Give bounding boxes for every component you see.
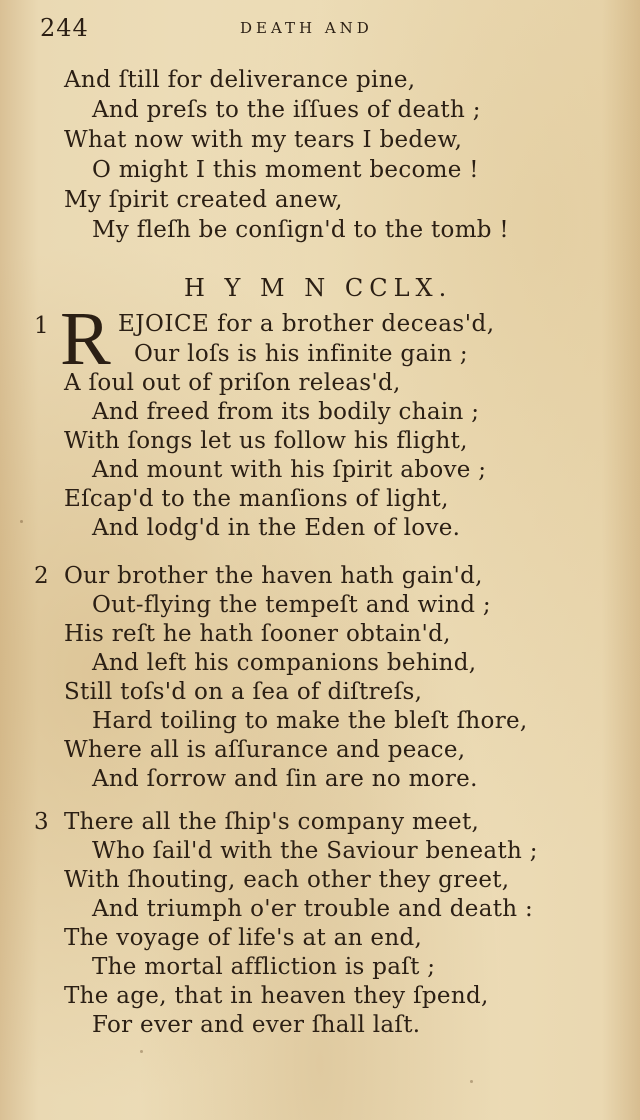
verse-line: Where all is aſſurance and peace, [64, 737, 466, 763]
verse-line: And preſs to the iſſues of death ; [92, 97, 481, 123]
verse-line: And mount with his ſpirit above ; [92, 457, 487, 483]
verse-line: And triumph o'er trouble and death : [92, 896, 534, 922]
verse-line: And lodg'd in the Eden of love. [92, 515, 461, 541]
page-number: 244 [40, 14, 89, 42]
page-header [40, 14, 600, 44]
paper-speck [20, 520, 23, 523]
verse-line: Who ſail'd with the Saviour beneath ; [92, 838, 538, 864]
verse-line: And ſorrow and ſin are no more. [92, 766, 478, 792]
verse-line: A ſoul out of priſon releas'd, [64, 370, 401, 396]
verse-line: And left his companions behind, [92, 650, 477, 676]
verse-line: There all the ſhip's company meet, [64, 809, 480, 835]
verse-line: My ſpirit created anew, [64, 187, 343, 213]
paper-speck [140, 1050, 143, 1053]
verse-line: With ſongs let us follow his flight, [64, 428, 468, 454]
drop-cap: R [60, 297, 111, 381]
verse-line: EJOICE for a brother deceas'd, [118, 311, 495, 337]
stanza-number: 1 [34, 313, 49, 339]
verse-line: O might I this moment become ! [92, 157, 479, 183]
verse-line: With ſhouting, each other they greet, [64, 867, 510, 893]
verse-line: Out-flying the tempeſt and wind ; [92, 592, 491, 618]
verse-line: Still toſs'd on a ſea of diſtreſs, [64, 679, 423, 705]
verse-line: Our loſs is his infinite gain ; [134, 341, 468, 367]
stanza-number: 3 [34, 809, 49, 835]
verse-line: His reſt he hath ſooner obtain'd, [64, 621, 451, 647]
verse-line: The age, that in heaven they ſpend, [64, 983, 489, 1009]
verse-line: Eſcap'd to the manſions of light, [64, 486, 449, 512]
verse-line: My fleſh be conſign'd to the tomb ! [92, 217, 509, 243]
verse-line: For ever and ever ſhall laſt. [92, 1012, 421, 1038]
hymn-title: H Y M N CCLX. [184, 274, 453, 302]
verse-line: The voyage of life's at an end, [64, 925, 423, 951]
verse-line: Our brother the haven hath gain'd, [64, 563, 483, 589]
stanza-number: 2 [34, 563, 49, 589]
verse-line: And ſtill for deliverance pine, [64, 67, 416, 93]
paper-speck [470, 1080, 473, 1083]
verse-line: Hard toiling to make the bleſt ſhore, [92, 708, 528, 734]
verse-line: The mortal affliction is paſt ; [92, 954, 436, 980]
running-head: DEATH AND [240, 19, 373, 37]
verse-line: What now with my tears I bedew, [64, 127, 463, 153]
verse-line: And freed from its bodily chain ; [92, 399, 480, 425]
